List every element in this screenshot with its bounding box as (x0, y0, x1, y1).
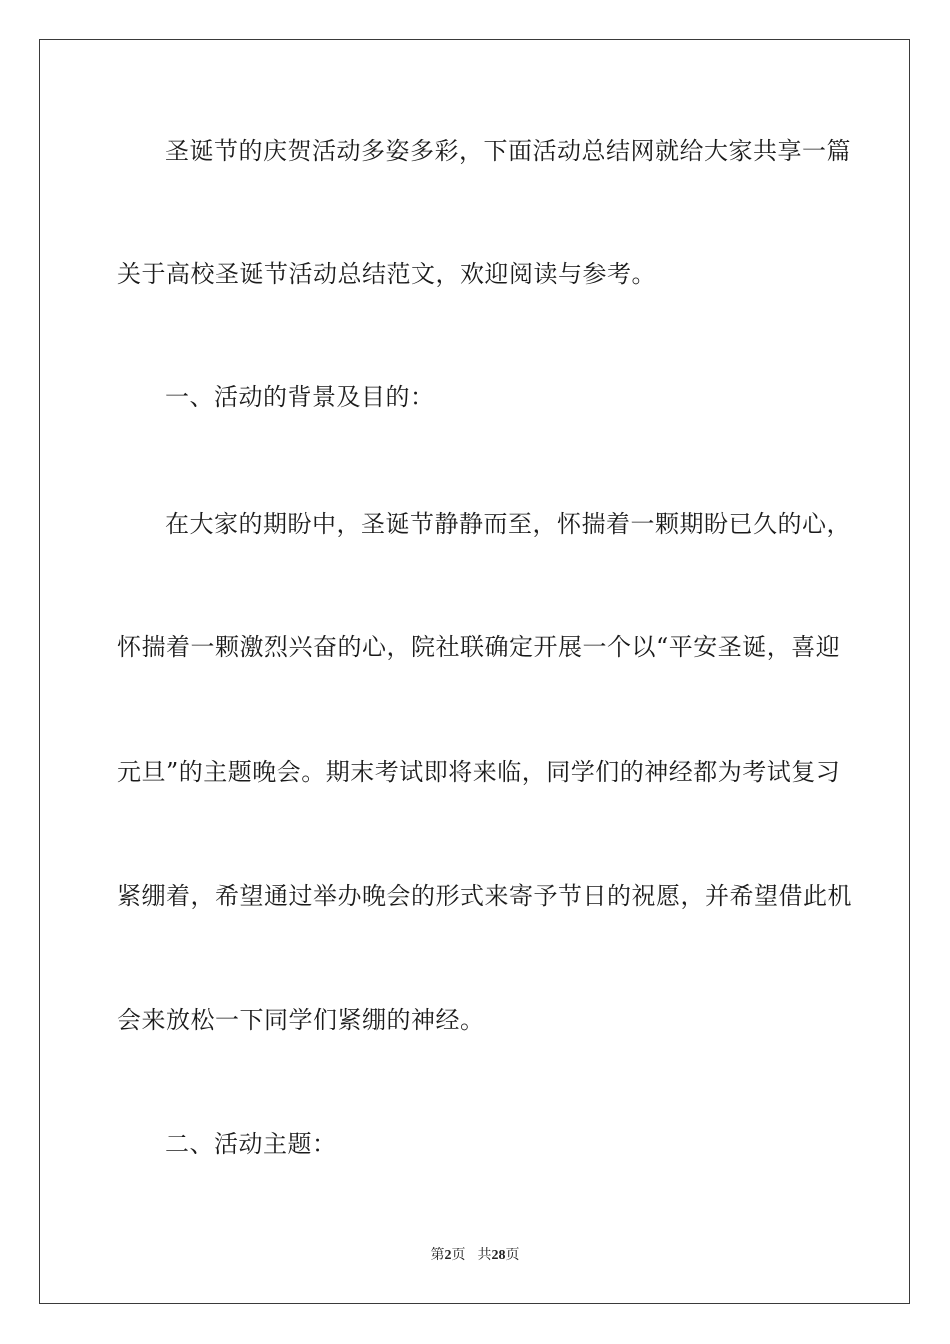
total-prefix: 共 (477, 1248, 492, 1263)
page-suffix: 页 (451, 1248, 466, 1263)
paragraph-1-line-2: 关于高校圣诞节活动总结范文，欢迎阅读与参考。 (117, 260, 656, 288)
total-suffix: 页 (505, 1248, 520, 1263)
section-heading-2: 二、活动主题： (165, 1130, 337, 1158)
page-footer (0, 1247, 950, 1265)
paragraph-1-line-1: 圣诞节的庆贺活动多姿多彩，下面活动总结网就给大家共享一篇 (165, 137, 851, 165)
total-pages: 28 (491, 1248, 506, 1263)
page-border (39, 39, 910, 1304)
paragraph-2-line-3: 元旦”的主题晚会。期末考试即将来临，同学们的神经都为考试复习 (117, 758, 841, 786)
paragraph-2-line-4: 紧绷着，希望通过举办晚会的形式来寄予节日的祝愿，并希望借此机 (117, 882, 852, 910)
page-prefix: 第 (430, 1248, 445, 1263)
paragraph-2-line-5: 会来放松一下同学们紧绷的神经。 (117, 1006, 485, 1034)
paragraph-2-line-1: 在大家的期盼中，圣诞节静静而至，怀揣着一颗期盼已久的心， (165, 510, 851, 538)
page-number: 2 (444, 1248, 452, 1263)
section-heading-1: 一、活动的背景及目的： (165, 383, 435, 411)
paragraph-2-line-2: 怀揣着一颗激烈兴奋的心，院社联确定开展一个以“平安圣诞，喜迎 (117, 633, 841, 661)
